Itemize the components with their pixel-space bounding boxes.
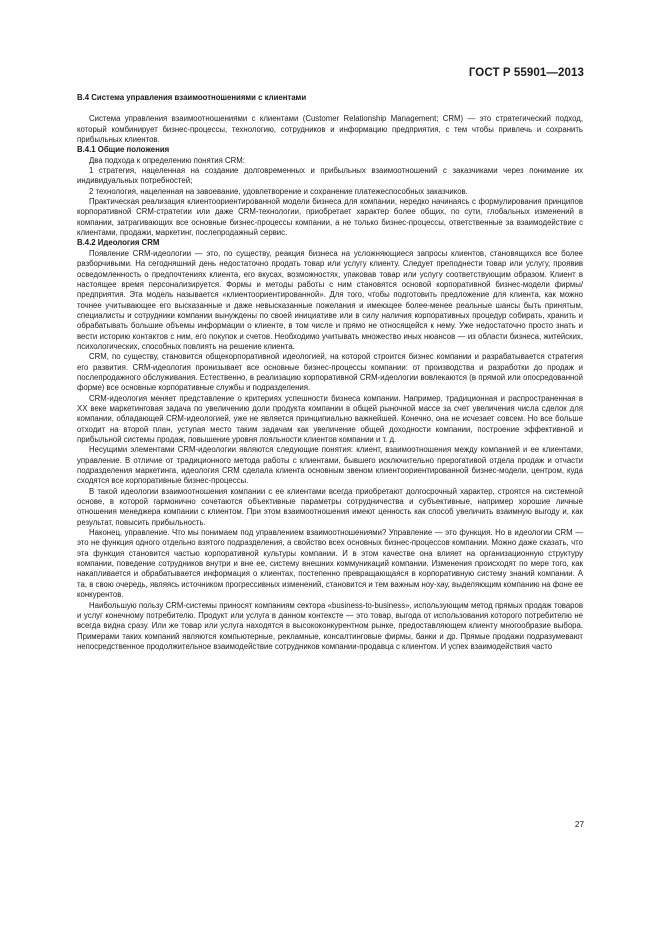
body-text — [77, 93, 583, 652]
standard-number-header: ГОСТ Р 55901—2013 — [468, 67, 584, 79]
paragraph: Два подхода к определению понятия CRM: — [89, 155, 245, 165]
list-item-1: 1 стратегия, нацеленная на создание долговременных и прибыльных взаимоотношений с заказчиками через понимание их индивидуальных потребностей; — [77, 166, 583, 186]
paragraph: Наконец, управление. Что мы понимаем под управлением взаимоотношениями? Управление — это функция. Но в идеологии CRM — это не функция одного отдельно взятого подразделения, а свойство всех основных бизнес-процессов компании. Можно даже сказать, что эта функция становится частью корпоративной культуры компании. И в этом качестве она влияет на организационную структуру компании, поведение сотрудников внутри и вне ее, систему внешних коммуникаций компании. Изменения происходят по мере того, как накапливается и обрабатывается информация о клиентах, постепенно превращающаяся в корпоративную систему знаний компании. А та, в свою очередь, являясь источником прогрессивных изменений, становится и тем важным ноу-хау, выделяющим компанию на фоне ее конкурентов. — [77, 528, 583, 600]
paragraph: Несущими элементами CRM-идеологии являются следующие понятия: клиент, взаимоотношения между компанией и ее клиентами, управление. В отличие от традиционного метода работы с клиентами, бывшего исключительно прерогативой отдела продаж и отчасти подразделения маркетинга, идеология CRM сделала клиента основным звеном клиентоориентированной бизнес-модели, центром, куда сходятся все корпоративные бизнес-процессы. — [77, 445, 583, 486]
paragraph: CRM-идеология меняет представление о критериях успешности бизнеса компании. Например, традиционная и распространенная в XX веке маркетинговая задача по увеличению доли продукта компании в общей рыночной массе за счет увеличения числа сделок для компании, обладающей CRM-идеологией, уже не является принципиально важнейшей. Конечно, она не исчезает совсем. Но все больше отходит на второй план, уступая место таким задачам как увеличение общей доходности компании, построение эффективной и прибыльной системы продаж, повышение уровня лояльности клиентов компании и т. д. — [77, 393, 583, 444]
paragraph: Наибольшую пользу CRM-системы приносят компаниям сектора «business-to-business», использующим метод прямых продаж товаров и услуг конечному потребителю. Продукт или услуга в данном контексте — это товар, выгода от использования которого потребителю не всегда видна сразу. Или же товар или услуга находятся в высококонкурентном рынке, предоставляющем клиенту многообразие выбора. Примерами таких компаний являются компьютерные, рекламные, консалтинговые фирмы, банки и др. Прямые продажи подразумевают непосредственное продолжительное взаимодействие сотрудников компании-продавца с клиентом. И успех взаимодействия часто — [77, 600, 583, 651]
intro-paragraph: Система управления взаимоотношениями с клиентами (Customer Relationship Management; CRM) — это стратегический подход, который комбинирует бизнес-процессы, технологию, сотрудников и информацию предприятия, с тем чтобы привлечь и сохранить прибыльных клиентов. — [77, 114, 583, 145]
section-heading-b4: В.4 Система управления взаимоотношениями с клиентами — [77, 93, 307, 102]
section-heading-b42: В.4.2 Идеология CRM — [77, 238, 160, 248]
list-item-2: 2 технология, нацеленная на завоевание, удовлетворение и сохранение платежеспособных заказчиков. — [89, 186, 468, 196]
paragraph: Практическая реализация клиентоориентированной модели бизнеса для компании, нередко начинаясь с формулирования принципов корпоративной CRM-стратегии или даже CRM-технологии, приобретает характер более общих, по сути, глобальных изменений в компании, затрагивающих все основные бизнес-процессы компании, а не только бизнес-процессы, ответственные за взаимодействие с клиентами, продажи, маркетинг, послепродажный сервис. — [77, 197, 583, 238]
paragraph: CRM, по существу, становится общекорпоративной идеологией, на которой строится бизнес компании и разрабатывается стратегия его развития. CRM-идеология пронизывает все основные бизнес-процессы компании: от производства и разработки до продаж и послепродажного обслуживания. Естественно, в реализацию корпоративной CRM-идеологии вовлекаются (в прямой или опосредованной форме) все основные корпоративные службы и подразделения. — [77, 352, 583, 393]
paragraph: Появление CRM-идеологии — это, по существу, реакция бизнеса на усложняющиеся запросы клиентов, становящихся все более разборчивыми. На сегодняшний день недостаточно продать товар или услугу клиенту. Следует преподнести товар или услугу, проявив осведомленность о предпочтениях клиента, его вкусах, возможностях, упаковав товар или услугу соответствующим образом. Клиент в настоящее время персонализируется. Формы и методы работы с ним становятся основой корпоративной бизнес-модели фирмы/предприятия. Эта модель называется «клиентоориентированной». Для того, чтобы подготовить предложение для клиента, как можно точнее учитывающее его высказанные и даже невысказанные пожелания и имеющее более-менее реальные шансы быть принятым, специалисты и сотрудники компании вынуждены по своей инициативе или в силу наличия корпоративных процедур собирать, хранить и обрабатывать большие объемы информации о клиенте, в том числе и прямо не относящейся к нему. Уже недостаточно просто знать и вести историю контактов с ним, его покупок и счетов. Необходимо учитывать множество иных нюансов — из области бизнеса, житейских, психологических, способных повлиять на решение клиента. — [77, 248, 583, 351]
section-heading-b41: В.4.1 Общие положения — [77, 145, 170, 155]
page-number: 27 — [574, 820, 584, 829]
paragraph: В такой идеологии взаимоотношения компании с ее клиентами всегда приобретают долгосрочный характер, строятся на системной основе, в которой гармонично сочетаются объективные параметры сотрудничества и субъективные, например хорошие личные отношения менеджера компании с клиентом. При этом взаимоотношения имеют ценность как способ увеличить взаимную выгоду и, как результат, повысить прибыльность. — [77, 486, 583, 527]
